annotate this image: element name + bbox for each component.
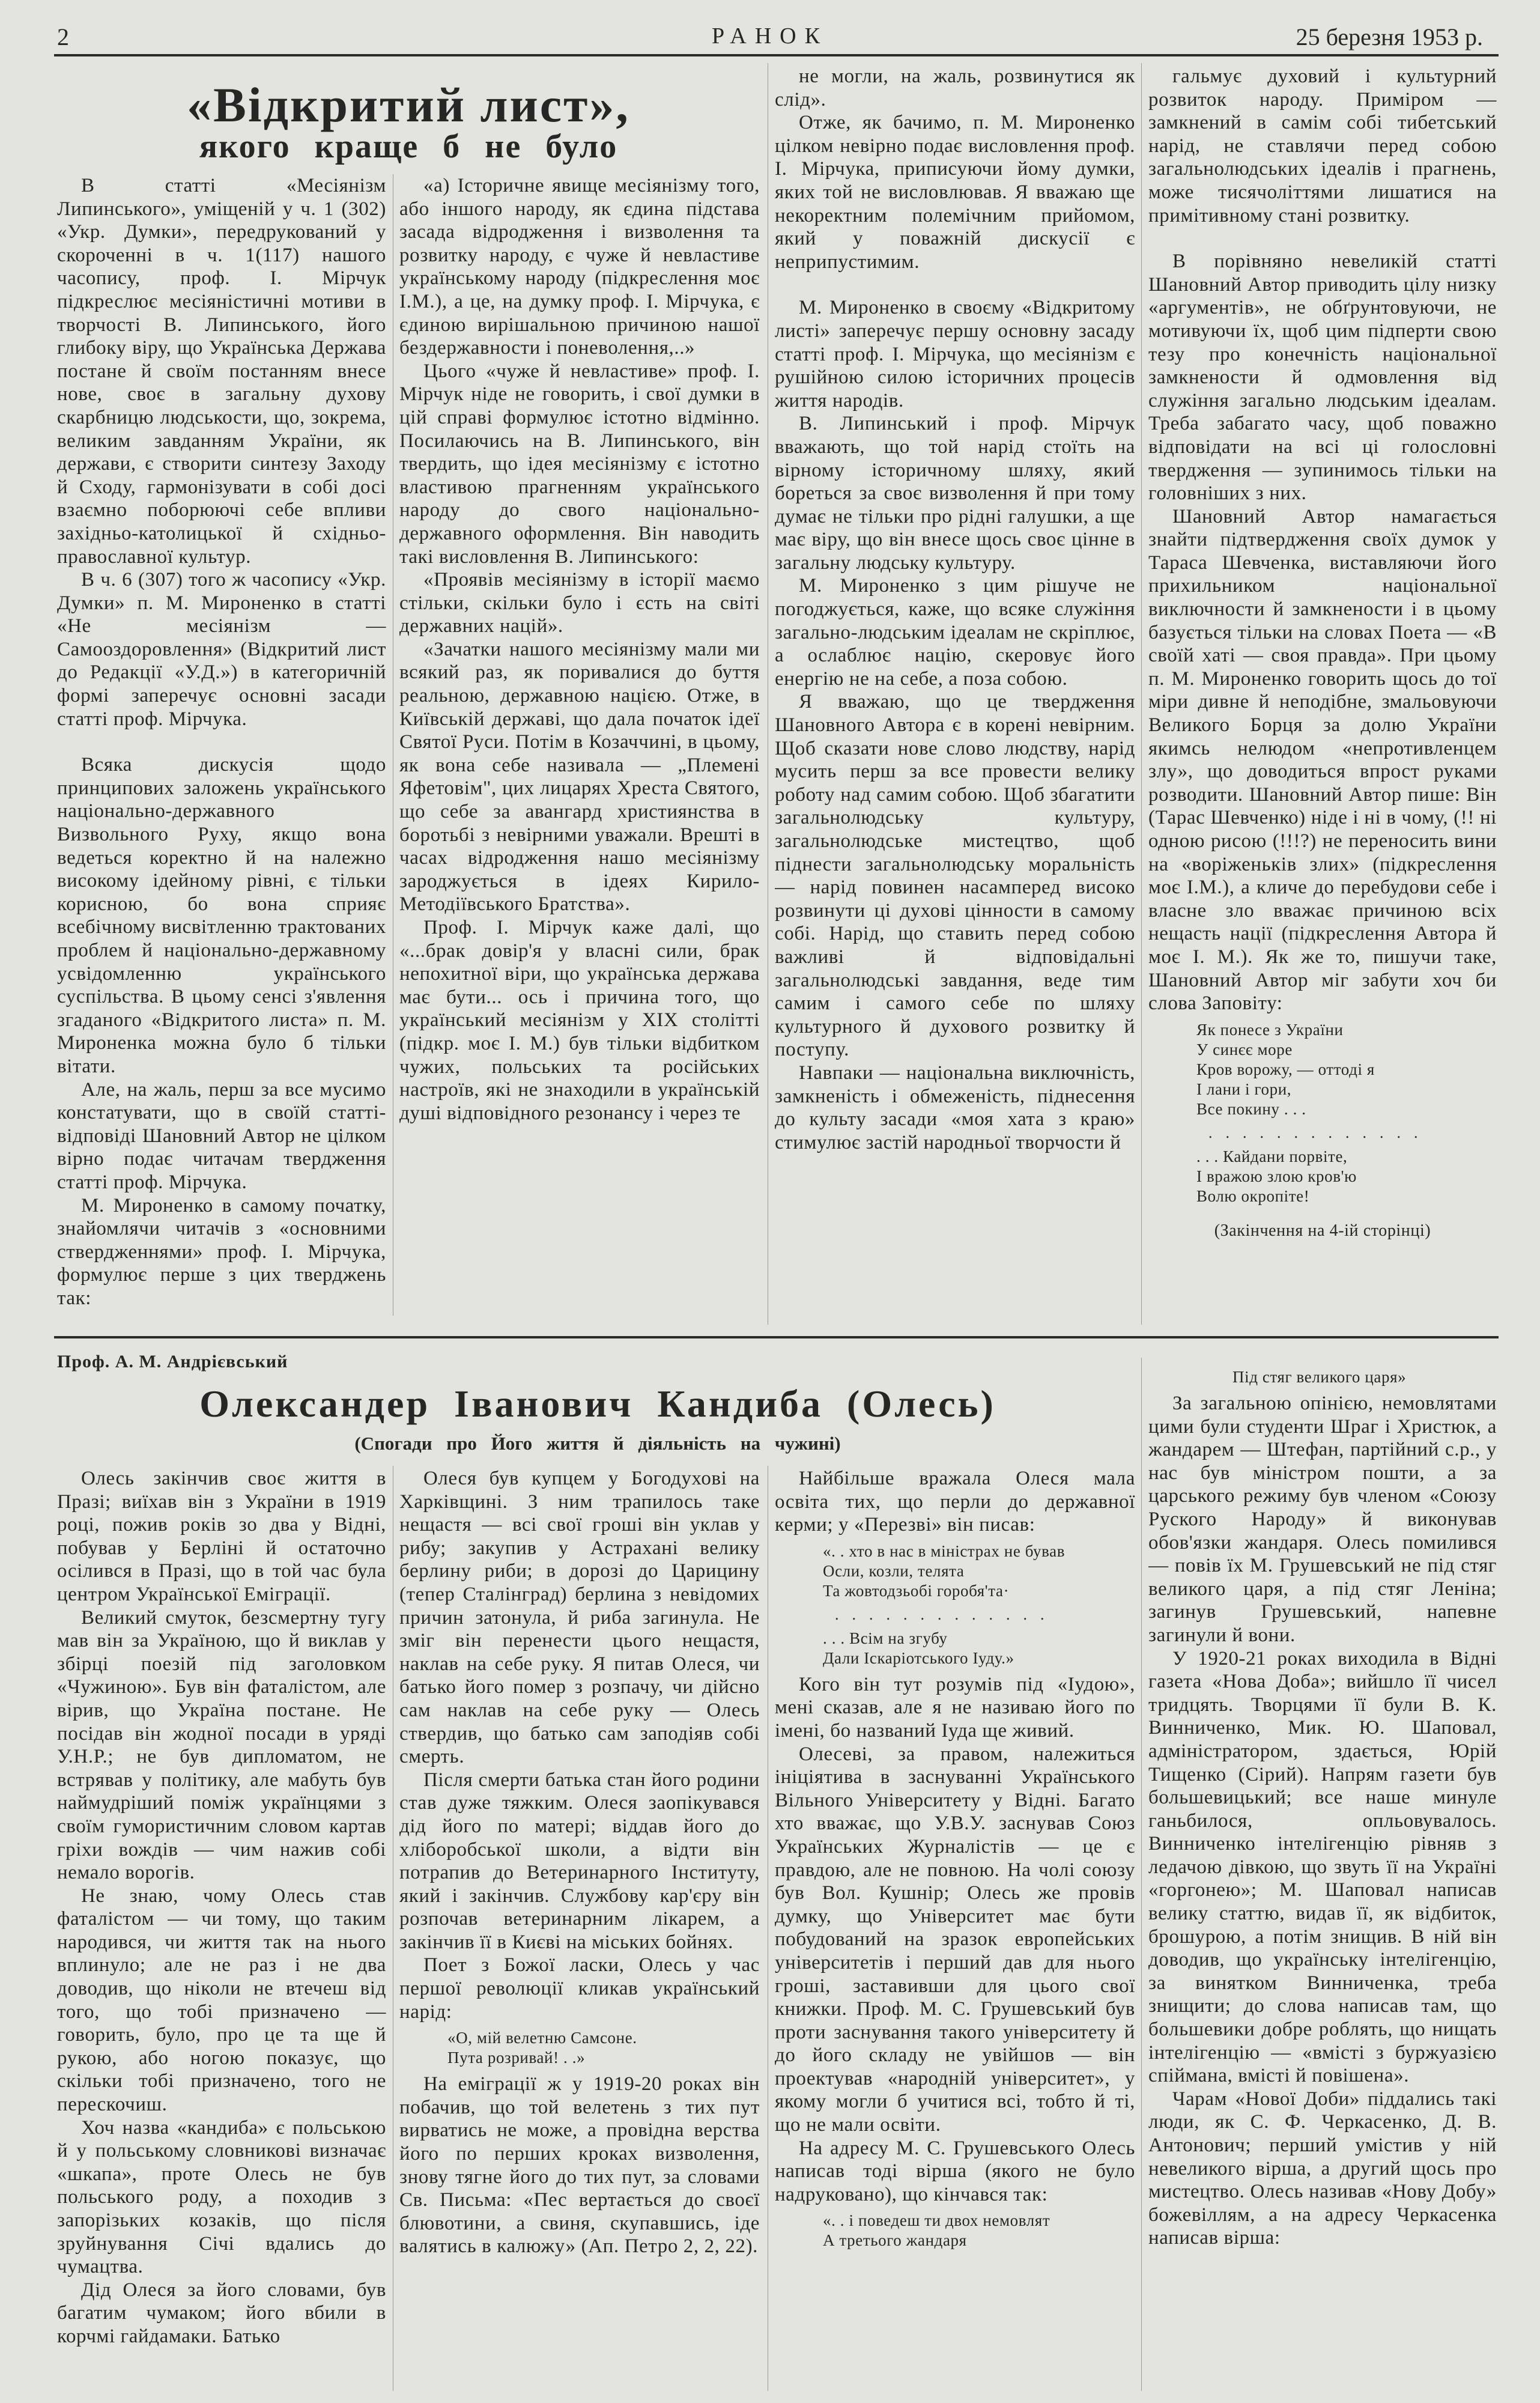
paragraph: Дід Олеся за його словами, був багатим чумаком; його вбили в корчмі гайдамаки. Батько bbox=[57, 2279, 386, 2347]
article1-column-1 bbox=[57, 174, 386, 1322]
paragraph: Не знаю, чому Олесь став фаталістом — чи тому, що таким народився, чи життя так на нього вплинуло; але не раз і не два доводив, що ніколи не втечеш від того, що тобі призначено — говорить, було, про це та ще й рукою, або ногою показує, що скільки тобі призначено, того не перескочиш. bbox=[57, 1885, 386, 2116]
poem-line: І вражою злою кров'ю bbox=[1196, 1167, 1357, 1185]
poem-line: Все покину . . . bbox=[1196, 1099, 1306, 1118]
article2-column-4 bbox=[1148, 1363, 1497, 2399]
poem-line: І лани і гори, bbox=[1196, 1080, 1292, 1098]
poem-excerpt bbox=[775, 1542, 1135, 1601]
article-subtitle: якого краще б не було bbox=[199, 128, 618, 165]
page-number: 2 bbox=[57, 23, 69, 50]
paragraph: Чарам «Нової Доби» піддались такі люди, як С. Ф. Черкасенко, Д. В. Антонович; перший умістив у ній невеликого вірша, а другий щось про мистецтво. Олесь називав «Нову Добу» божевіллям, а на адресу Черкасенка написав вірша: bbox=[1148, 2088, 1497, 2249]
paragraph: М. Мироненко в самому початку, знайомлячи читачів з «основними ствердженнями» проф. І. Мірчука, формулює перше з цих тверджень так: bbox=[57, 1194, 386, 1309]
paragraph: Поет з Божої ласки, Олесь у час першої революції кликав український нарід: bbox=[399, 1954, 760, 2023]
paragraph: Після смерти батька стан його родини став дуже тяжким. Олеся заопікувався дід його по матері; віддав його до хліборобської школи, а відти він потрапив до Ветеринарного Інституту, який і закінчив. Службову кар'єру він розпочав ветеринарним лікарем, а закінчив її в Києві на міських бойнях. bbox=[399, 1769, 760, 1953]
poem-line: Кров ворожу, — оттоді я bbox=[1196, 1060, 1375, 1078]
header-rule bbox=[54, 54, 1499, 56]
issue-date: 25 березня 1953 р. bbox=[1296, 23, 1483, 50]
paragraph: «а) Історичне явище месіянізму того, або іншого народу, як єдина підстава засада відродження і визволення та розвитку народу, є чуже й невластиве українському народу (підкреслення моє І.М.), а це, на думку проф. І. Мірчука, є єдиною вирішальною причиною нашої бездержавности і поневолення,..» bbox=[399, 175, 760, 359]
poem-line: У синєє море bbox=[1196, 1040, 1293, 1059]
paragraph: Отже, як бачимо, п. М. Мироненко цілком невірно подає висловлення проф. І. Мірчука, приписуючи йому думки, яких той не висловлював. Я вважаю ще некоректним полемічним прийомом, який у поважній дискусії є неприпустимим. bbox=[775, 112, 1135, 273]
continuation-note: (Закінчення на 4-ій сторінці) bbox=[1214, 1221, 1431, 1240]
article2-column-2 bbox=[399, 1467, 760, 2398]
poem-line: . . . Всім на згубу bbox=[823, 1629, 948, 1647]
paragraph: Навпаки — національна виключність, замкненість і обмеженість, піднесення до культу засади «моя хата з краю» стимулює застій народньої творчости й bbox=[775, 1062, 1135, 1153]
poem-line: Як понесе з України bbox=[1196, 1020, 1344, 1039]
poem-line: А третього жандаря bbox=[823, 2231, 967, 2250]
poem-line: «. . хто в нас в міністрах не бував bbox=[823, 1542, 1066, 1560]
poem-line: Та жовтодзьобі горобя'та· bbox=[823, 1581, 1010, 1600]
paragraph: На еміграції ж у 1919-20 роках він побачив, що той велетень з тих пут вирватись не може, а провідна верства його по перших кроках визволення, знову тягне його до тих пут, за словами Св. Письма: «Пес вертається до своєї блювотини, а свиня, скупавшись, іде валятись в калюжу» (Ап. Петро 2, 2, 22). bbox=[399, 2073, 760, 2258]
paragraph: Всяка дискусія щодо принципових заложень українського національно-державного Визвольного Руху, якщо вона ведеться коректно й на належно високому ідейному рівні, є тільки корисною, бо вона сприяє всебічному висвітленню трактованих проблем й національно-державному усвідомленню українського суспільства. В цьому сенсі з'явлення згаданого «Відкритого листа» п. М. Мироненка можна було б тільки вітати. bbox=[57, 754, 386, 1077]
poem-line: «. . і поведеш ти двох немовлят bbox=[823, 2211, 1050, 2230]
paragraph: В ч. 6 (307) того ж часопису «Укр. Думки» п. М. Мироненко в статті «Не месіянізм — Самооздоровлення» (Відкритий лист до Редакції «У.Д.») в категоричній формі заперечує основні засади статті проф. Мірчука. bbox=[57, 569, 386, 730]
poem-excerpt bbox=[1148, 1367, 1497, 1387]
paragraph: В. Липинський і проф. Мірчук вважають, що той нарід стоїть на вірному історичному шляху, який бореться за своє визволення й при тому думає не тільки про рідні галушки, а ще має віру, що він внесе щось своє цінне в загальну людську культуру. bbox=[775, 413, 1135, 574]
poem-line: «О, мій велетню Самсоне. bbox=[447, 2029, 637, 2047]
article2-column-1 bbox=[57, 1467, 386, 2398]
paragraph: Але, на жаль, перш за все мусимо констатувати, що в своїй статті-відповіді Шановний Автор не цілком вірно подає читачам твердження статті проф. Мірчука. bbox=[57, 1078, 386, 1193]
poem-line: Пута розривай! . .» bbox=[447, 2049, 586, 2067]
article1-column-3 bbox=[775, 65, 1135, 1323]
ellipsis-divider: ............. bbox=[835, 1605, 1058, 1623]
article-subtitle: (Спогади про Його життя й діяльність на чужині) bbox=[354, 1433, 841, 1454]
paragraph: «Проявів месіянізму в історії маємо стільки, скільки було і єсть на світі державних націй». bbox=[399, 569, 760, 637]
paragraph: В порівняно невеликій статті Шановний Автор приводить цілу низку «аргументів», не обґрунтовуючи, не мотивуючи їх, щоб цим підперти свою тезу про конечність національної замкнености й одмовлення від служіння загально людським ідеалам. Треба забагато часу, щоб поважно відповідати на всі ці голословні твердження — зупинимось тільки на головніших з них. bbox=[1148, 251, 1497, 505]
article1-column-4 bbox=[1148, 65, 1497, 1326]
paragraph: не могли, на жаль, розвинутися як слід». bbox=[775, 65, 1135, 111]
poem-excerpt bbox=[775, 2211, 1135, 2250]
poem-line: Осли, козли, телята bbox=[823, 1561, 965, 1580]
paragraph: У 1920-21 роках виходила в Відні газета «Нова Доба»; вийшло її чисел тридцять. Творцями її були В. К. Винниченко, Мик. Ю. Шаповал, адміністратором, здається, Юрій Тищенко (Сірий). Напрям газети був большевицький; все наше минуле ганьбилося, опльовувалось. Винниченко інтелігенцію рівняв з ледачою дівкою, що звуть її на Україні «горгонею»; М. Шаповал написав велику статтю, видав її, як відбиток, брошурою, а потім знищив. В ній він доводив, що українську інтелігенцію, за винятком Винниченка, треба знищити; до слова написав там, що большевики добре роблять, що нищать інтелігенцію — «вмісті з буржуазією спіймана, вмісті й повішена». bbox=[1148, 1647, 1497, 2087]
paragraph: «Зачатки нашого месіянізму мали ми всякий раз, як поривалися до буття реальною, державною нацією. Отже, в Київській державі, що дала початок ідеї Святої Руси. Потім в Козаччині, в цьому, як вона себе називала — „Племені Яфетовім", цих лицарях Хреста Святого, що себе за авангард християнства в боротьбі з невірними уважали. Врешті в часах відродження нашо месіянізму зароджується в ідеях Кирило-Методіївського Братства». bbox=[399, 638, 760, 916]
poem-line: Волю окропіте! bbox=[1196, 1186, 1310, 1205]
poem-excerpt bbox=[399, 2028, 760, 2068]
paragraph: Шановний Автор намагається знайти підтвердження своїх думок у Тараса Шевченка, виставляючи його прихильником національної виключности й замкнености і в цьому базується тільки на словах Поета — «В своїй хаті — своя правда». При цьому п. М. Мироненко говорить щось до тої міри дивне й неподібне, змальовуючи Великого Борця за долю України якимсь нелюдом «непротивленцем злу», що доводиться впрост руками розводити. Шановний Автор пише: Він (Тарас Шевченко) ніде і ні в чому, (!! ні одною рисою (!!!?) не переносить вини на «воріженьків злих» (підкреслення моє І.М.), а кличе до перебудови себе і власне зло вважає причиною всіх нещасть нації (підкреслення Автора й моє І. М.). Як же то, пишучи таке, Шановний Автор міг забути хоч би слова Заповіту: bbox=[1148, 505, 1497, 1015]
article1-column-2 bbox=[399, 174, 760, 1322]
paragraph: Хоч назва «кандиба» є польською й у польському словникові визначає «шкапа», проте Олесь не був польського роду, а походив з запорізьких козаків, що після зруйнування Січі вдались до чумацтва. bbox=[57, 2116, 386, 2278]
column-divider bbox=[1141, 1358, 1142, 2391]
poem-line: Під стяг великого царя» bbox=[1232, 1368, 1407, 1386]
newspaper-name: РАНОК bbox=[712, 23, 828, 49]
paragraph: М. Мироненко з цим рішуче не погоджується, каже, що всяке служіння загально-людським ідеалам не скріплює, а ослаблює націю, скеровує його енергію не на себе, а поза собою. bbox=[775, 575, 1135, 690]
poem-excerpt bbox=[1148, 1020, 1497, 1119]
paragraph: В статті «Месіянізм Липинського», уміщеній у ч. 1 (302) «Укр. Думки», передрукований у скороченні в ч. 1(117) нашого часопису, проф. І. Мірчук підкреслює месіяністичні мотиви в творчості В. Липинського, його глибоку віру, що Українська Держава постане й своїм постанням внесе нове, своє в загальну духову скарбницю людськости, що, зокрема, великим завданням України, як держави, є створити синтезу Заходу й Сходу, гармонізувати в собі досі взаємно поборюючі себе впливи західньо-католицької й східньо-православної культур. bbox=[57, 175, 386, 568]
paragraph: Олесь закінчив своє життя в Празі; виїхав він з України в 1919 році, пожив років зо два у Відні, побував у Берліні й остаточно осілився в Празі, що в той час була центром Української Еміграції. bbox=[57, 1468, 386, 1605]
paragraph: Найбільше вражала Олеся мала освіта тих, що перли до державної керми; у «Перезві» він писав: bbox=[775, 1468, 1135, 1536]
article-title: «Відкритий лист», bbox=[187, 77, 630, 132]
poem-line: Дали Іскаріотського Іуду.» bbox=[823, 1648, 1014, 1667]
poem-excerpt bbox=[775, 1629, 1135, 1668]
paragraph: На адресу М. С. Грушевського Олесь написав тоді вірша (якого не було надруковано), що кінчався так: bbox=[775, 2137, 1135, 2205]
poem-excerpt bbox=[1148, 1147, 1497, 1206]
paragraph: Проф. І. Мірчук каже далі, що «...брак довір'я у власні сили, брак непохитної віри, що українська держава має бути... ось і причина того, що український месіянізм у XIX столітті (підкр. моє І. М.) був тільки відбитком чужих, польських та російських настроїв, які не знаходили в українській душі відповідного резонансу і через те bbox=[399, 917, 760, 1124]
author-byline: Проф. А. М. Андрієвський bbox=[57, 1352, 288, 1372]
column-divider bbox=[1141, 63, 1142, 1325]
paragraph: Цього «чуже й невластиве» проф. І. Мірчук ніде не говорить, і свої думки в цій справі формулює істотно відмінно. Посилаючись на В. Липинського, він твердить, що ідея месіянізму є істотно властивою прагненням українського народу до свого національно-державного оформлення. Він наводить такі висловлення В. Липинського: bbox=[399, 360, 760, 568]
paragraph: Кого він тут розумів під «Іудою», мені сказав, але я не називаю його по імені, бо названий Іуда ще живий. bbox=[775, 1673, 1135, 1742]
paragraph: Олесеві, за правом, належиться ініціятива в заснуванні Українського Вільного Університету у Відні. Багато хто вважає, що У.В.У. заснував Союз Українських Журналістів — це є правдою, але не повною. На чолі союзу був Вол. Кушнір; Олесь же провів думку, що Університет має бути побудований на зразок европейських університетів і перший дав для нього гроші, заставивши для цього свої книжки. Проф. М. С. Грушевський був проти заснування такого університету й до його складу не увійшов — він проектував «народній університет», у якому могли б учитися всі, тобто й ті, що не мали освіти. bbox=[775, 1743, 1135, 2136]
ellipsis-divider: ............. bbox=[1208, 1123, 1431, 1141]
paragraph: За загальною опінією, немовлятами цими були студенти Шраг і Христюк, а жандарем — Штефан, партійний с.р., у нас був міністром пошти, а за царського режиму був членом «Союзу Руского Народу» й виконував обов'язки жандаря. Олесь помилився — повів їх М. Грушевський не під стяг великого царя, а під стяг Леніна; загинув Грушевський, напевне загинули й вони. bbox=[1148, 1393, 1497, 1646]
paragraph: Я вважаю, що це твердження Шановного Автора є в корені невірним. Щоб сказати нове слово людству, нарід мусить перш за все провести велику роботу над самим собою. Щоб збагатити загальнолюдську культуру, загальнолюдське мистецтво, щоб піднести загальнолюдську моральність — нарід повинен насамперед високо розвинути ці духові цінности в самому собі. Нарід, що ставить перед собою важливі й відповідальні загальнолюдські завдання, веде тим самим і самого себе по шляху культурного й духового розвитку й поступу. bbox=[775, 691, 1135, 1061]
article2-column-3 bbox=[775, 1467, 1135, 2398]
paragraph: Великий смуток, безсмертну тугу мав він за Україною, що й виклав у збірці поезій під заголовком «Чужиною». Був він фаталістом, але вірив, що Україна постане. Не посідав він жодної посади в уряді У.Н.Р.; не був дипломатом, не встрявав у політику, але мабуть був наймудріший поміж українцями з своїм гумористичним словом картав гріхи вождів — чим нажив собі немало ворогів. bbox=[57, 1606, 386, 1884]
article-title: Олександер Іванович Кандиба (Олесь) bbox=[199, 1382, 996, 1425]
section-rule bbox=[54, 1336, 1499, 1338]
paragraph: гальмує духовий і культурний розвиток народу. Приміром — замкнений в самім собі тибетський нарід, не ставлячи перед собою загальнолюдських ідеалів і прагнень, може тисячоліттями лишатися на примітивному стані розвитку. bbox=[1148, 65, 1497, 226]
paragraph: М. Мироненко в своєму «Відкритому листі» заперечує першу основну засаду статті проф. І. Мірчука, що месіянізм є рушійною силою історичних процесів життя народів. bbox=[775, 297, 1135, 412]
paragraph: Олеся був купцем у Богодухові на Харківщині. З ним трапилось таке нещастя — всі свої гроші він уклав у рибу; закупив у Астрахані велику берлину риби; в дорозі до Царицину (тепер Сталінград) берлина з невідомих причин затонула, й риба загинула. Не зміг він перенести цього нещастя, наклав на себе руку. Я питав Олеся, чи батько його помер з розпачу, чи дійсно сам наклав на себе руку — Олесь ствердив, що батько сам заподіяв собі смерть. bbox=[399, 1468, 760, 1768]
poem-line: . . . Кайдани порвіте, bbox=[1196, 1147, 1348, 1165]
